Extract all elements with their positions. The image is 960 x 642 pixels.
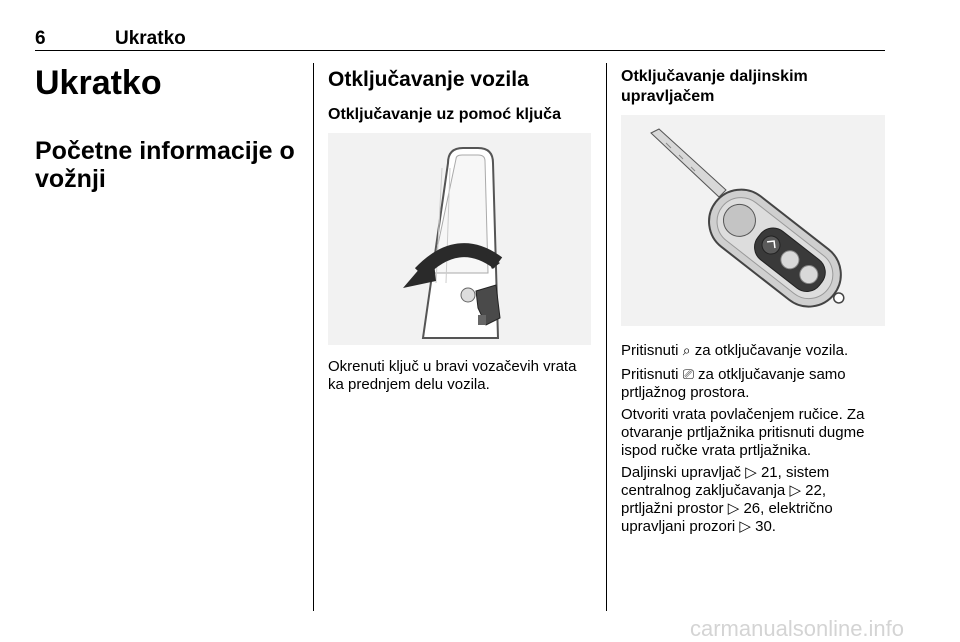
page-number: 6 xyxy=(35,28,46,49)
remote-key-illustration xyxy=(621,115,885,326)
ref-separator: , električno xyxy=(760,500,833,517)
page-ref-arrow-icon: ▷ xyxy=(739,518,751,535)
ref-separator: . xyxy=(771,518,776,535)
door-open-text: Otvoriti vrata povlačenjem ručice. Za otvaranje prtljažnika pritisnuti dugme ispod ručke vrata prtljažnika. xyxy=(621,406,865,459)
page-ref-arrow-icon: ▷ xyxy=(789,482,801,499)
watermark: carmanualsonline.info xyxy=(690,616,905,641)
cross-references xyxy=(621,464,886,536)
ref-page: 21 xyxy=(760,464,778,481)
page-header xyxy=(35,28,885,51)
page-ref-arrow-icon: ▷ xyxy=(727,500,740,517)
column-divider-1 xyxy=(313,63,314,611)
ref-text: prtljažni prostor xyxy=(621,500,728,517)
remote-key-drawing xyxy=(621,115,885,326)
remote-unlock-all-after: za otključavanje vozila. xyxy=(690,342,849,359)
ref-remote-control[interactable] xyxy=(621,464,778,481)
ref-trunk[interactable] xyxy=(621,500,760,517)
ref-text: centralnog zaključavanja xyxy=(621,482,790,499)
section-title-start-info: Početne informacije o vožnji xyxy=(35,137,295,193)
column-divider-2 xyxy=(606,63,607,611)
door-key-drawing xyxy=(328,133,591,345)
page-ref-arrow-icon: ▷ xyxy=(745,464,757,481)
subsection-title-remote-unlock: Otključavanje daljinskim upravljačem xyxy=(621,68,808,105)
ref-separator: , sistem xyxy=(777,464,830,481)
chapter-title: Ukratko xyxy=(35,64,162,102)
car-unlock-icon: ⌕ xyxy=(682,343,691,359)
key-unlock-caption: Okrenuti ključ u bravi vozačevih vrata ka prednjem delu vozila. xyxy=(328,358,577,393)
running-title: Ukratko xyxy=(115,28,186,49)
door-lock-illustration xyxy=(328,133,591,345)
ref-text: upravljani prozori xyxy=(621,518,740,535)
ref-page: 30 xyxy=(755,518,772,535)
remote-unlock-all-text xyxy=(621,342,891,360)
trunk-unlock-icon: ⎚ xyxy=(682,367,694,383)
section-title-unlocking: Otključavanje vozila xyxy=(328,68,529,91)
ref-power-windows[interactable] xyxy=(621,518,772,535)
subsection-title-key-unlock: Otključavanje uz pomoć ključa xyxy=(328,106,561,123)
ref-text: Daljinski upravljač xyxy=(621,464,746,481)
ref-central-locking[interactable] xyxy=(621,482,822,499)
remote-unlock-trunk-after: za otključavanje samo prtljažnog prostora. xyxy=(621,366,846,401)
ref-separator: , xyxy=(821,482,827,499)
remote-unlock-trunk-text xyxy=(621,366,886,402)
ref-page: 22 xyxy=(805,482,822,499)
remote-unlock-all-before: Pritisnuti xyxy=(621,342,683,359)
ref-page: 26 xyxy=(743,500,761,517)
remote-unlock-trunk-before: Pritisnuti xyxy=(621,366,683,383)
